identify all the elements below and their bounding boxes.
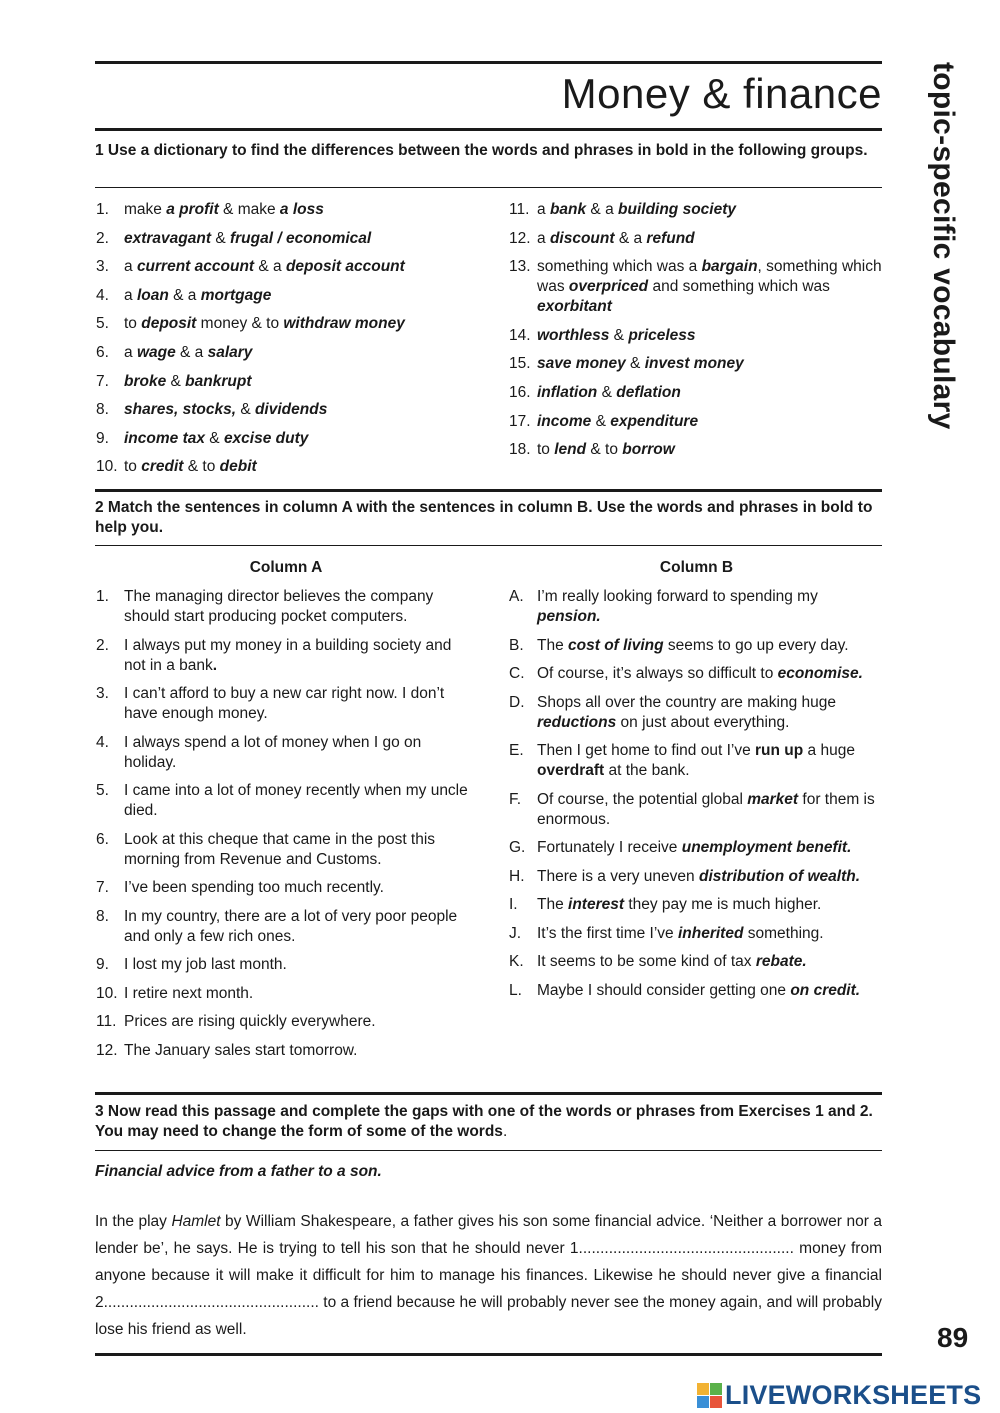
item-text-part: broke — [124, 372, 167, 390]
item-number: 6. — [96, 343, 109, 361]
item-text-part: I retire next month. — [124, 984, 254, 1002]
item-text — [124, 201, 324, 218]
item-text-part: & make — [218, 201, 280, 218]
item-text — [537, 637, 849, 654]
item-number: K. — [509, 953, 524, 970]
item-text-part: It seems to be some kind of tax — [537, 953, 756, 970]
item-text-part: inherited — [677, 924, 744, 942]
item-text-part: deposit — [141, 315, 197, 333]
item-text-part: a loss — [279, 201, 324, 218]
item-number: 3. — [96, 685, 109, 702]
item-text-part: Maybe I should consider getting one — [537, 981, 791, 999]
item-text-part: at the bank. — [604, 762, 690, 779]
list-item — [96, 372, 486, 392]
item-text-part: income — [537, 412, 592, 430]
item-text-part: pension. — [537, 608, 601, 625]
logo-square-3 — [697, 1396, 709, 1408]
item-text-part: a — [124, 258, 137, 276]
logo-text: LIVEWORKSHEETS — [725, 1380, 982, 1410]
bottom-rule — [95, 1353, 882, 1356]
exercise-1-rule — [95, 187, 882, 188]
item-text — [537, 201, 736, 218]
item-number: E. — [509, 742, 524, 759]
list-item — [96, 229, 486, 249]
item-number: 4. — [96, 286, 109, 304]
item-text-part: Fortunately I receive — [537, 839, 682, 856]
list-item — [509, 587, 884, 627]
item-text-part: a — [124, 286, 137, 304]
item-text-part: a huge — [803, 742, 855, 759]
item-text-part: a — [537, 201, 550, 218]
item-text-part: & — [236, 401, 255, 419]
item-text-part: to — [124, 315, 142, 333]
item-text-part: The managing director believes the company should start producing pocket computers. — [124, 588, 434, 625]
item-text-part: something which was a — [537, 258, 702, 276]
item-number: 7. — [96, 879, 109, 896]
item-text — [124, 315, 405, 332]
item-text-part: Then I get home to find out I’ve — [537, 742, 755, 759]
item-text-part: & a — [168, 286, 201, 304]
list-item — [96, 781, 476, 821]
item-text — [537, 384, 681, 401]
logo-square-1 — [697, 1383, 709, 1395]
exercise-3-top-rule — [95, 1092, 882, 1095]
item-text-part: credit — [141, 458, 184, 476]
exercise-1-instruction: 1 Use a dictionary to find the differences between the words and phrases in bold in the following groups. — [95, 142, 868, 159]
item-text-part: Shops all over the country are making huge — [537, 693, 836, 711]
item-text-part: bankrupt — [185, 372, 252, 390]
item-text-part: The January sales start tomorrow. — [124, 1041, 358, 1059]
item-text-part: The — [537, 896, 569, 913]
column-b — [509, 558, 884, 1009]
item-number: 12. — [96, 1041, 118, 1059]
item-text — [537, 230, 695, 247]
item-text-part: & a — [175, 343, 208, 361]
item-text-part: I always spend a lot of money when I go on holiday. — [124, 733, 422, 771]
item-text — [124, 637, 451, 674]
item-text-part: Prices are rising quickly everywhere. — [124, 1013, 376, 1030]
list-item — [509, 383, 884, 403]
list-item — [96, 830, 476, 870]
list-item — [509, 790, 884, 830]
item-text-part: to — [537, 441, 555, 459]
item-text — [537, 258, 882, 315]
item-text-part: wage — [136, 343, 176, 361]
page-title: Money & finance — [561, 70, 882, 117]
item-text — [537, 413, 698, 430]
item-text-part: market — [747, 790, 799, 808]
item-text — [537, 982, 860, 999]
list-item — [96, 587, 476, 627]
item-text — [537, 327, 696, 344]
item-text — [124, 1013, 376, 1030]
item-number: 17. — [509, 412, 531, 430]
item-number: 3. — [96, 258, 109, 276]
item-text-part: a — [124, 343, 137, 361]
passage-part: In the play — [95, 1213, 172, 1230]
item-text-part: make — [124, 201, 167, 218]
item-text-part: on credit. — [790, 981, 861, 999]
item-number: 14. — [509, 326, 531, 344]
item-text-part: discount — [549, 229, 615, 247]
list-item — [96, 907, 476, 947]
item-text-part: money & to — [196, 315, 284, 333]
item-text-part: inflation — [537, 383, 598, 401]
item-text — [124, 287, 271, 304]
side-label — [920, 62, 960, 430]
list-item — [96, 200, 486, 220]
item-text — [124, 831, 435, 868]
item-text-part: & — [625, 355, 645, 373]
page-number: 89 — [937, 1322, 969, 1353]
item-number: I. — [509, 896, 518, 913]
item-text-part: unemployment benefit. — [681, 839, 852, 856]
exercise-3-rule — [95, 1150, 882, 1151]
item-text-part: The — [537, 636, 569, 654]
item-text-part: seems to go up every day. — [663, 636, 849, 654]
exercise-3-instruction-text: 3 Now read this passage and complete the gaps with one of the words or phrases from Exercises 1 and 2. You may need to change the form of some of the words — [95, 1103, 873, 1140]
item-text-part: salary — [207, 343, 253, 361]
item-text-part: It’s the first time I’ve — [537, 924, 678, 942]
item-text-part: and something which was — [648, 278, 830, 296]
list-item — [96, 1041, 476, 1061]
item-number: D. — [509, 693, 525, 711]
item-text — [537, 441, 675, 458]
item-text-part: current account — [136, 258, 255, 276]
item-text-part: priceless — [628, 326, 696, 344]
passage-part: Hamlet — [171, 1213, 221, 1230]
item-text-part: worthless — [537, 326, 610, 344]
item-text — [124, 344, 252, 361]
item-text-part: reductions — [537, 713, 617, 731]
item-text — [124, 373, 251, 390]
item-text-part: & — [166, 372, 186, 390]
item-text-part: refund — [646, 229, 695, 247]
item-text-part: something. — [743, 924, 824, 942]
logo-icon — [697, 1383, 722, 1408]
list-item — [509, 326, 884, 346]
item-text-part: frugal / economical — [229, 229, 372, 247]
exercise-2-rule — [95, 545, 882, 546]
item-text-part: & a — [586, 201, 619, 218]
item-text-part: , something which was — [537, 258, 882, 296]
list-item — [509, 636, 884, 656]
list-item — [96, 684, 476, 724]
item-text-part: I’m really looking forward to spending my — [537, 588, 818, 605]
column-b-title: Column B — [659, 559, 734, 576]
item-text — [124, 956, 287, 973]
item-text-part: exorbitant — [537, 298, 612, 316]
item-text-part: dividends — [254, 401, 328, 419]
item-text — [537, 868, 860, 885]
list-item — [509, 440, 884, 460]
item-text — [537, 925, 824, 942]
item-text-part: I’ve been spending too much recently. — [124, 879, 384, 896]
list-item — [96, 733, 476, 773]
item-number: L. — [509, 981, 522, 999]
item-text-part: debit — [219, 458, 257, 476]
item-number: 1. — [96, 201, 109, 218]
item-number: 5. — [96, 782, 109, 799]
list-item — [96, 314, 486, 334]
item-text — [124, 782, 468, 819]
item-text-part: on just about everything. — [616, 713, 790, 731]
item-text-part: & a — [614, 229, 647, 247]
item-number: 9. — [96, 429, 109, 447]
item-text-part: they pay me is much higher. — [624, 896, 822, 913]
list-item — [509, 229, 884, 249]
side-label-text: topic-specific vocabulary — [927, 62, 960, 430]
item-text-part: extravagant — [124, 229, 212, 247]
item-number: 10. — [96, 984, 118, 1002]
item-number: 9. — [96, 956, 109, 973]
item-number: B. — [509, 636, 524, 654]
exercise-1-right-list — [509, 200, 884, 469]
item-number: 8. — [96, 907, 109, 925]
list-item — [96, 429, 486, 449]
item-text-part: distribution of wealth. — [698, 867, 861, 885]
logo-square-2 — [710, 1383, 722, 1395]
item-text — [124, 401, 327, 418]
item-text — [537, 665, 863, 682]
item-number: C. — [509, 665, 525, 682]
list-item — [96, 878, 476, 898]
list-item — [509, 895, 884, 915]
item-text-part: There is a very uneven — [537, 867, 699, 885]
list-item — [96, 955, 476, 975]
item-text-part: cost of living — [568, 636, 664, 654]
item-text-part: lend — [554, 441, 587, 459]
item-number: 1. — [96, 588, 109, 605]
item-text-part: & — [609, 326, 629, 344]
item-text — [537, 588, 818, 625]
item-text — [537, 694, 836, 731]
list-item — [509, 952, 884, 972]
item-number: 4. — [96, 733, 109, 751]
item-text — [124, 430, 308, 447]
list-item — [96, 636, 476, 676]
list-item — [509, 924, 884, 944]
item-number: A. — [509, 588, 524, 605]
liveworksheets-logo — [697, 1380, 981, 1411]
list-item — [96, 400, 486, 420]
item-text — [124, 734, 421, 771]
exercise-3-instruction — [95, 1102, 882, 1142]
list-item — [96, 1012, 476, 1032]
list-item — [509, 354, 884, 374]
item-text-part: Of course, the potential global — [537, 790, 748, 808]
item-text-part: for them is enormous. — [537, 790, 875, 828]
item-text-part: I lost my job last month. — [124, 956, 287, 973]
item-number: 5. — [96, 315, 109, 333]
item-text-part: withdraw money — [283, 315, 405, 333]
item-text-part: deposit account — [285, 258, 405, 276]
item-text-part: & to — [586, 441, 623, 459]
item-text — [124, 685, 444, 722]
item-number: 15. — [509, 355, 531, 373]
item-text-part: to — [124, 458, 142, 476]
list-item — [509, 867, 884, 887]
list-item — [509, 412, 884, 432]
item-text-part: I always put my money in a building society and not in a bank — [124, 636, 452, 674]
item-text — [537, 742, 855, 779]
item-text-part: & — [211, 229, 230, 247]
list-item — [96, 257, 486, 277]
item-number: 18. — [509, 441, 531, 459]
item-text-part: Of course, it’s always so difficult to — [537, 665, 778, 682]
item-text-part: & — [597, 383, 617, 401]
item-text — [124, 458, 257, 475]
item-text-part: bank — [549, 201, 587, 218]
list-item — [509, 838, 884, 858]
item-text-part: mortgage — [200, 286, 272, 304]
item-text-part: & — [204, 429, 224, 447]
item-text — [537, 355, 744, 372]
exercise-2-top-rule — [95, 489, 882, 492]
title-rule — [95, 128, 882, 131]
item-text-part: overdraft — [537, 762, 605, 779]
item-text-part: & to — [183, 458, 220, 476]
column-a — [96, 558, 476, 1069]
item-text-part: I came into a lot of money recently when my uncle died. — [124, 782, 468, 819]
list-item — [509, 257, 884, 317]
item-text — [537, 791, 875, 828]
list-item — [509, 981, 884, 1001]
item-text — [124, 879, 384, 896]
item-text-part: invest money — [644, 355, 744, 373]
item-number: 11. — [509, 201, 530, 218]
item-number: J. — [509, 924, 522, 942]
list-item — [509, 741, 884, 781]
item-text-part: & — [591, 412, 611, 430]
item-text-part: a profit — [166, 201, 219, 218]
item-text-part: I can’t afford to buy a new car right now. I don’t have enough money. — [124, 685, 445, 722]
item-number: 11. — [96, 1013, 117, 1030]
column-a-title: Column A — [249, 559, 323, 576]
list-item — [96, 984, 476, 1004]
passage-title: Financial advice from a father to a son. — [95, 1163, 382, 1180]
item-text — [537, 953, 807, 970]
item-text-part: income tax — [124, 429, 205, 447]
item-text-part: interest — [568, 896, 625, 913]
item-text-part: . — [212, 656, 218, 674]
item-number: 13. — [509, 258, 531, 276]
list-item — [96, 457, 486, 477]
item-text — [124, 1042, 357, 1059]
item-text-part: expenditure — [610, 412, 699, 430]
exercise-1-left-list — [96, 200, 486, 486]
item-number: 10. — [96, 458, 118, 476]
column-b-list — [509, 587, 884, 1001]
item-text-part: building society — [618, 201, 736, 218]
item-number: G. — [509, 839, 526, 856]
item-text — [537, 896, 821, 913]
item-text — [537, 839, 851, 856]
item-text — [124, 985, 253, 1002]
item-text-part: & a — [254, 258, 286, 276]
item-number: 6. — [96, 830, 109, 848]
item-number: H. — [509, 867, 525, 885]
list-item — [509, 200, 884, 220]
list-item — [96, 343, 486, 363]
exercise-3-instruction-end: . — [502, 1123, 508, 1140]
item-number: F. — [509, 790, 522, 808]
top-rule — [95, 61, 882, 64]
column-a-list — [96, 587, 476, 1061]
item-text-part: loan — [136, 286, 169, 304]
item-text — [124, 908, 457, 945]
item-text-part: bargain — [701, 258, 758, 276]
item-text-part: rebate. — [755, 953, 807, 970]
item-text — [124, 230, 371, 247]
list-item — [509, 693, 884, 733]
item-number: 2. — [96, 229, 109, 247]
exercise-2-instruction: 2 Match the sentences in column A with the sentences in column B. Use the words and phrases in bold to help you. — [95, 499, 873, 536]
item-text-part: overpriced — [568, 278, 649, 296]
item-text — [124, 258, 405, 275]
item-number: 2. — [96, 636, 109, 654]
item-text-part: borrow — [622, 441, 675, 459]
item-number: 12. — [509, 229, 531, 247]
item-text-part: Look at this cheque that came in the post this morning from Revenue and Customs. — [124, 830, 436, 868]
list-item — [96, 286, 486, 306]
item-text-part: save money — [537, 355, 626, 373]
item-number: 7. — [96, 372, 109, 390]
item-number: 8. — [96, 401, 109, 419]
item-text — [124, 588, 433, 625]
item-text-part: excise duty — [223, 429, 309, 447]
item-text-part: shares, stocks, — [124, 401, 237, 419]
item-text-part: a — [537, 229, 550, 247]
item-text-part: deflation — [616, 383, 681, 401]
passage-text — [95, 1208, 882, 1343]
item-text-part: economise. — [777, 665, 863, 682]
list-item — [509, 664, 884, 684]
item-text-part: In my country, there are a lot of very poor people and only a few rich ones. — [124, 907, 458, 945]
logo-square-4 — [710, 1396, 722, 1408]
item-text-part: run up — [755, 742, 804, 759]
passage-part: by William Shakespeare, a father gives his son some financial advice. ‘Neither a borrower nor a lender be’, he says. He is trying to tell his son that he should never 1.................................................. money from anyone because it will make it difficult for him to manage his finances. Likewise he should never give a financial 2.................................................. to a friend because he will probably never see the money again, and will probably lose his friend as well. — [95, 1213, 882, 1338]
item-number: 16. — [509, 383, 531, 401]
